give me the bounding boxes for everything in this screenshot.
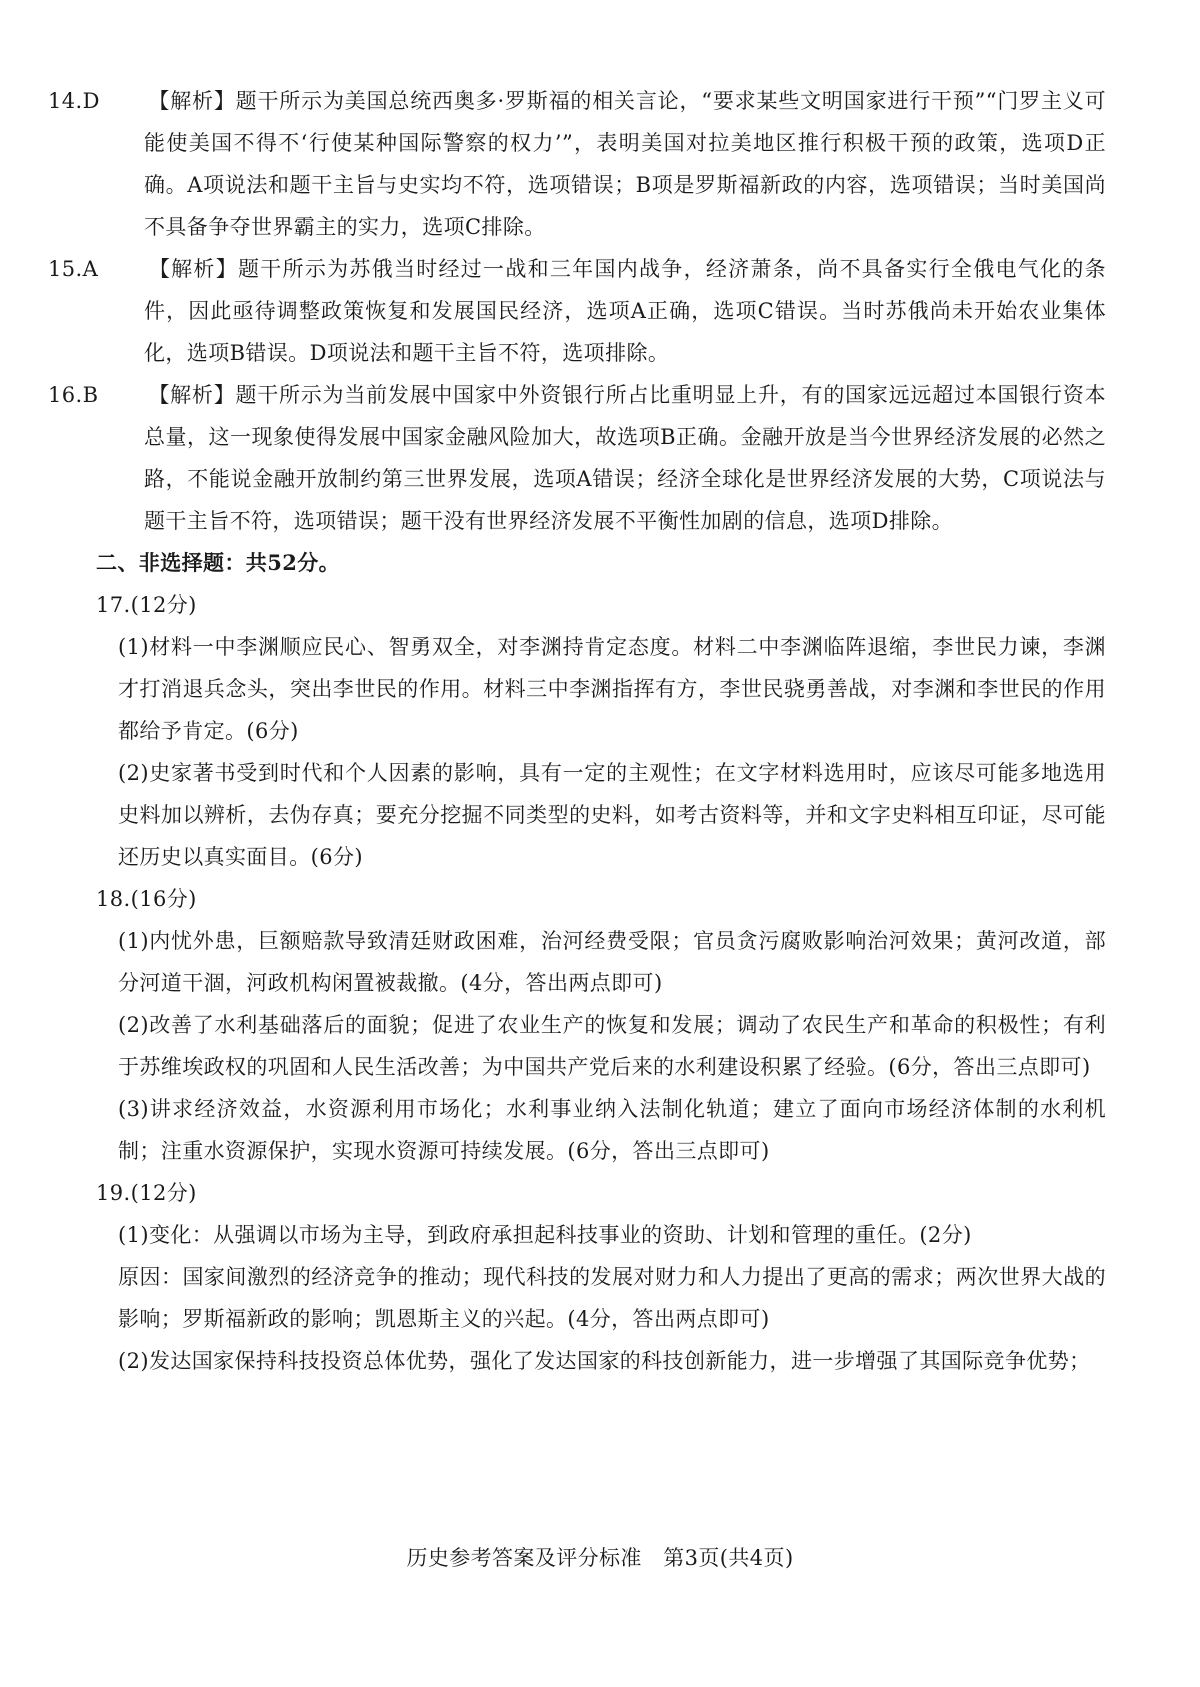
q19-part-reason: 原因：国家间激烈的经济竞争的推动；现代科技的发展对财力和人力提出了更高的需求；两次世界大战的影响；罗斯福新政的影响；凯恩斯主义的兴起。(4分，答出两点即可) [118,1265,1106,1331]
item-text: 【解析】题干所示为当前发展中国家中外资银行所占比重明显上升，有的国家远远超过本国银行资本总量，这一现象使得发展中国家金融风险加大，故选项B正确。金融开放是当今世界经济发展的必然之路，不能说金融开放制约第三世界发展，选项A错误；经济全球化是世界经济发展的大势，C项说法与题干主旨不符，选项错误；题干没有世界经济发展不平衡性加剧的信息，选项D排除。 [144,383,1106,533]
item-text: 【解析】题干所示为苏俄当时经过一战和三年国内战争，经济萧条，尚不具备实行全俄电气化的条件，因此亟待调整政策恢复和发展国民经济，选项A正确，选项C错误。当时苏俄尚未开始农业集体化，选项B错误。D项说法和题干主旨不符，选项排除。 [144,257,1106,365]
q19-part-1: (1)变化：从强调以市场为主导，到政府承担起科技事业的资助、计划和管理的重任。(2分) [118,1223,972,1247]
q18-head: 18.(16分) [96,887,197,911]
answer-item-14 [48,80,1106,248]
answer-content [48,80,1106,1382]
answer-item-15 [48,248,1106,374]
q19-part-2: (2)发达国家保持科技投资总体优势，强化了发达国家的科技创新能力，进一步增强了其国际竞争优势； [118,1349,1091,1373]
item-text: 【解析】题干所示为美国总统西奥多·罗斯福的相关言论，“要求某些文明国家进行干预”“门罗主义可能使美国不得不‘行使某种国际警察的权力’”，表明美国对拉美地区推行积极干预的政策，选项D正确。A项说法和题干主旨与史实均不符，选项错误；B项是罗斯福新政的内容，选项错误；当时美国尚不具备争夺世界霸主的实力，选项C排除。 [144,89,1106,239]
q17-part-2: (2)史家著书受到时代和个人因素的影响，具有一定的主观性；在文字材料选用时，应该尽可能多地选用史料加以辨析，去伪存真；要充分挖掘不同类型的史料，如考古资料等，并和文字史料相互印证，尽可能还历史以真实面目。(6分) [118,761,1106,869]
q17-head: 17.(12分) [96,593,197,617]
section-title: 二、非选择题：共52分。 [96,550,341,575]
q18-part-2: (2)改善了水利基础落后的面貌；促进了农业生产的恢复和发展；调动了农民生产和革命的积极性；有利于苏维埃政权的巩固和人民生活改善；为中国共产党后来的水利建设积累了经验。(6分，答出三点即可) [118,1013,1106,1079]
item-number: 15.A [48,257,99,281]
q18-part-1: (1)内忧外患，巨额赔款导致清廷财政困难，治河经费受限；官员贪污腐败影响治河效果；黄河改道，部分河道干涸，河政机构闲置被裁撤。(4分，答出两点即可) [118,929,1106,995]
q18-part-3: (3)讲求经济效益，水资源利用市场化；水利事业纳入法制化轨道；建立了面向市场经济体制的水利机制；注重水资源保护，实现水资源可持续发展。(6分，答出三点即可) [118,1097,1106,1163]
q19-head: 19.(12分) [96,1181,197,1205]
answer-item-16 [48,374,1106,542]
item-number: 14.D [48,89,100,113]
q17-part-1: (1)材料一中李渊顺应民心、智勇双全，对李渊持肯定态度。材料二中李渊临阵退缩，李世民力谏，李渊才打消退兵念头，突出李世民的作用。材料三中李渊指挥有方，李世民骁勇善战，对李渊和李世民的作用都给予肯定。(6分) [118,635,1106,743]
page-footer: 历史参考答案及评分标准 第3页(共4页) [406,1546,794,1570]
item-number: 16.B [48,383,99,407]
